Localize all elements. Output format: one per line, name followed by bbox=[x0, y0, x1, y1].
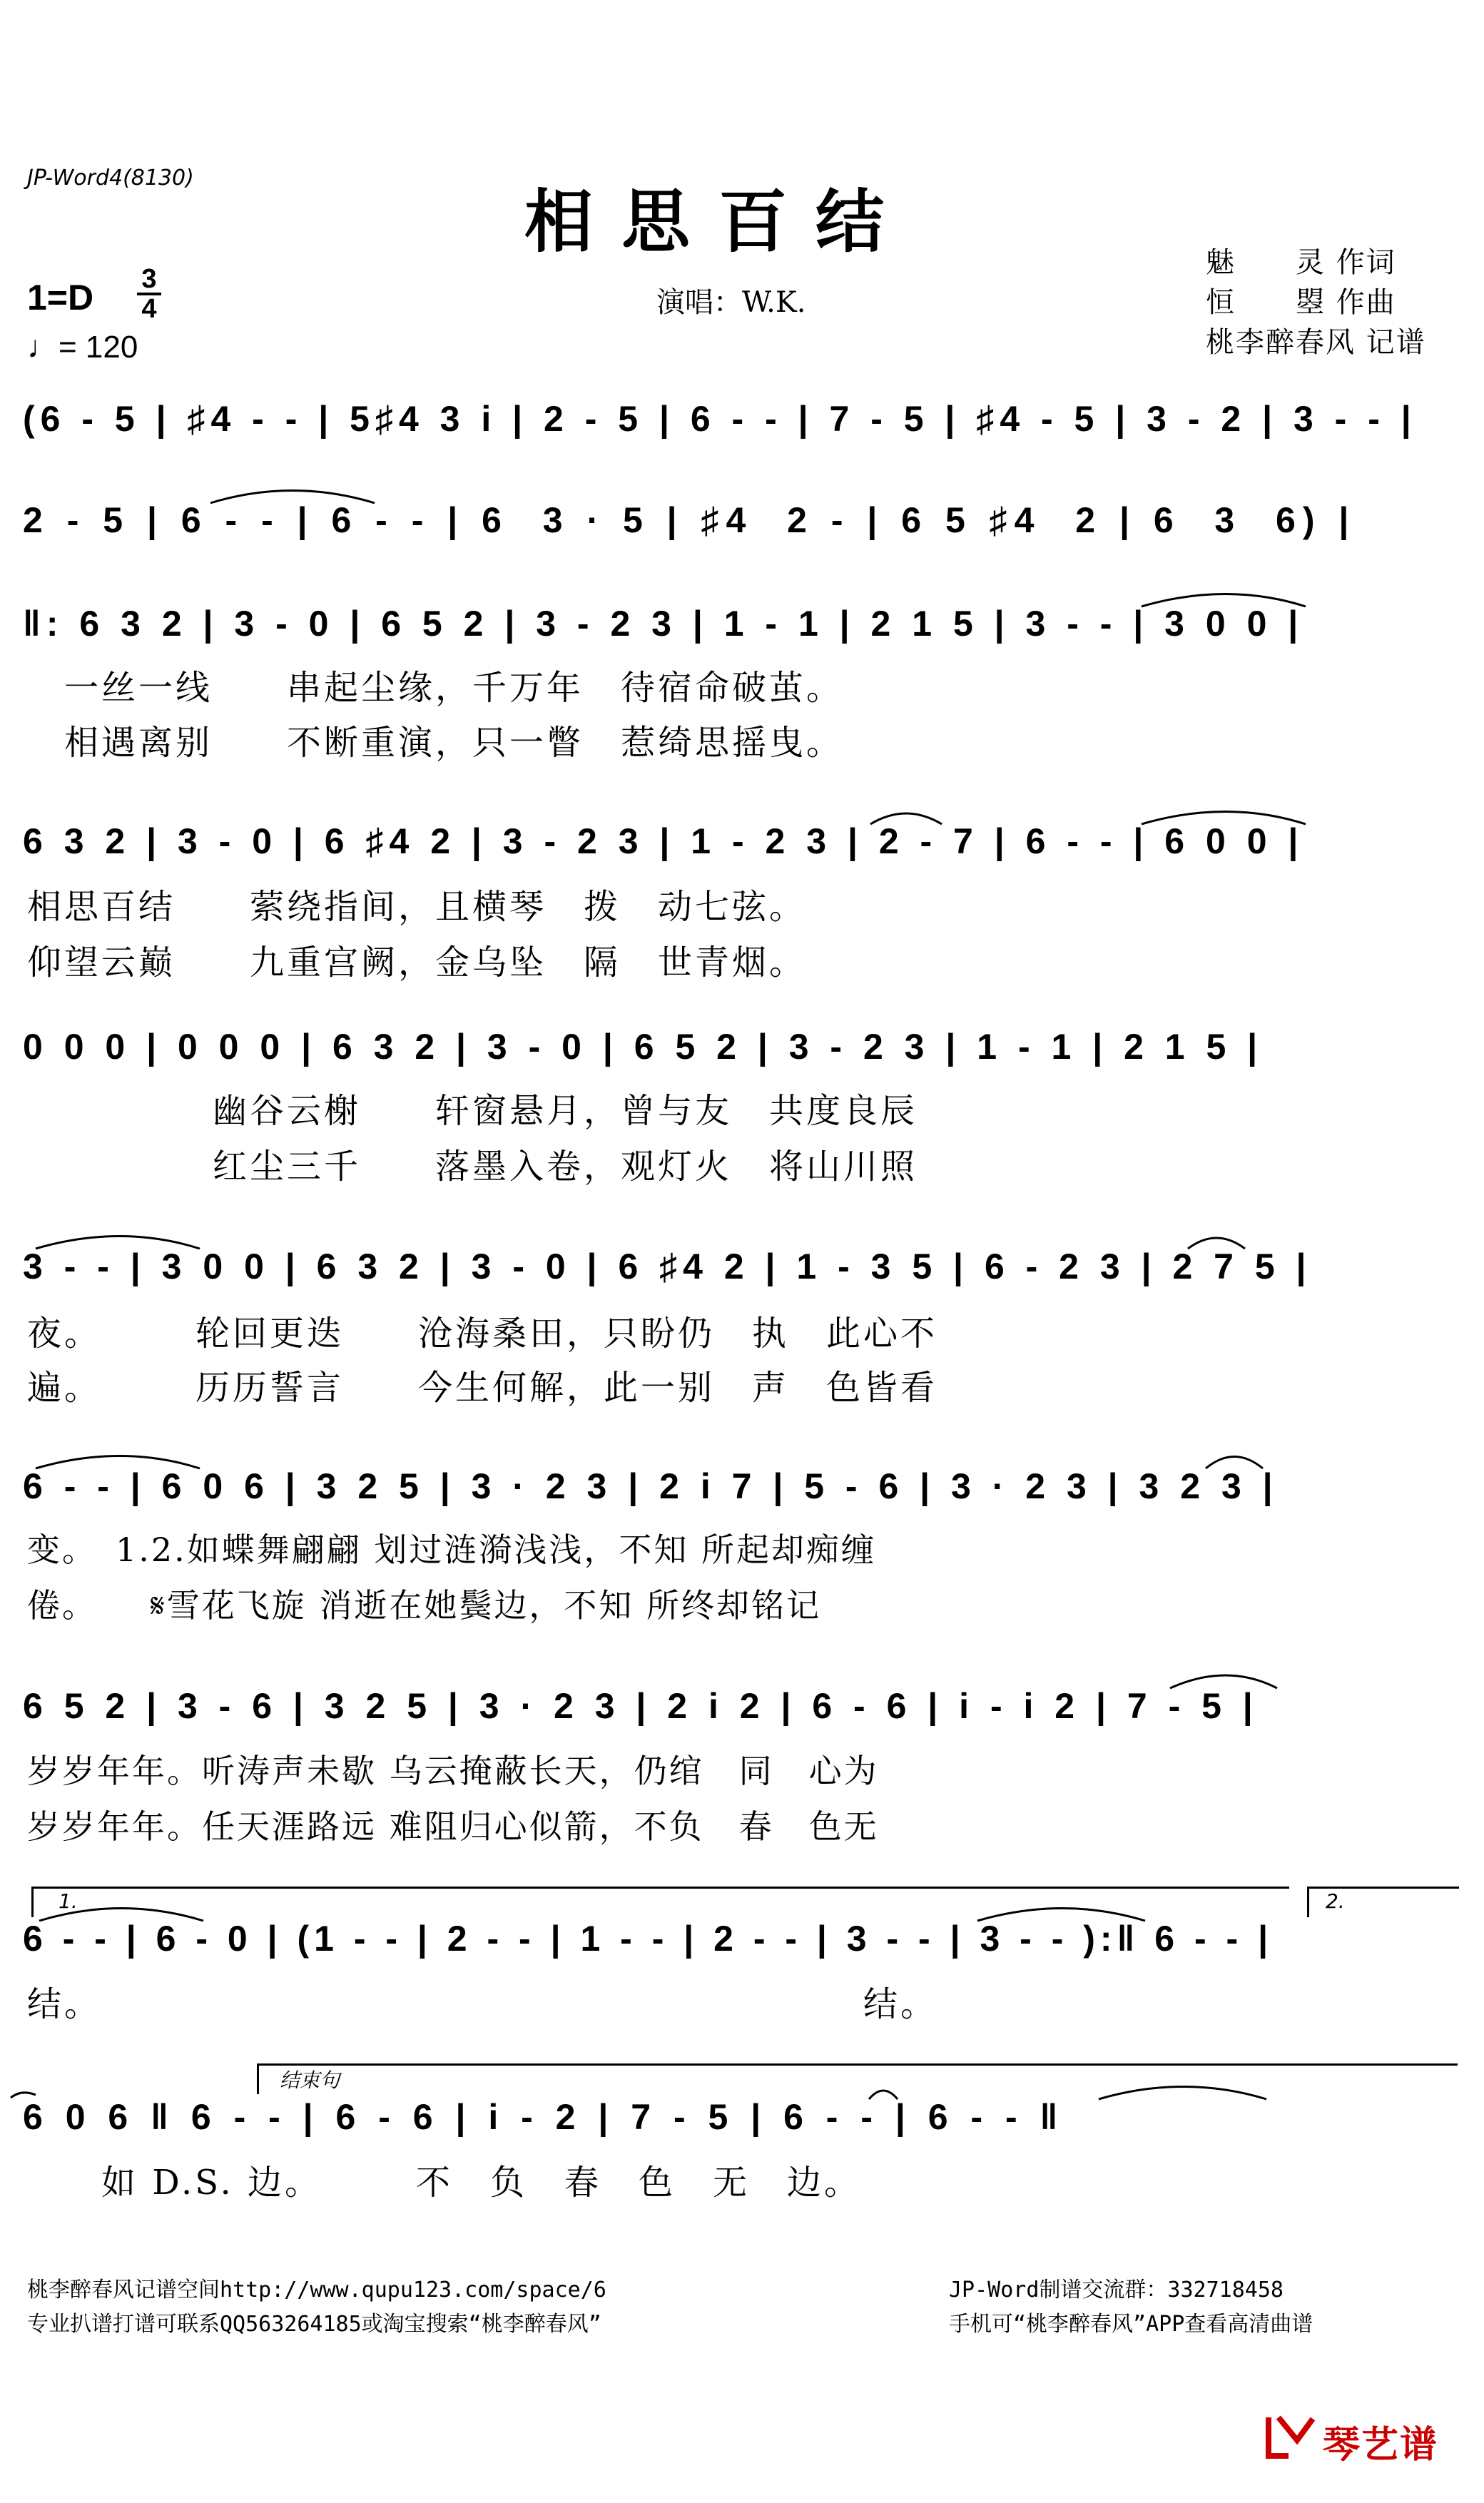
score-row-4: 6 3 2 | 3 - 0 | 6 ♯4 2 | 3 - 2 3 | 1 - 2 3 | 2 - 7 | 6 - - | 6 0 0 | bbox=[23, 821, 1304, 861]
ending-label: 结束句 bbox=[280, 2068, 340, 2092]
fermata-arc bbox=[869, 2091, 898, 2099]
score-row-3: ‖: 6 3 2 | 3 - 0 | 6 5 2 | 3 - 2 3 | 1 - 1 | 2 1 5 | 3 - - | 3 0 0 | bbox=[23, 604, 1304, 644]
transcriber-credit: 桃李醉春风 记谱 bbox=[1206, 326, 1426, 359]
tie-arc bbox=[1206, 1457, 1263, 1469]
score-row-8: 6 5 2 | 3 - 6 | 3 2 5 | 3 · 2 3 | 2 i 2 | 6 - 6 | i - i 2 | 7 - 5 | bbox=[23, 1686, 1259, 1726]
tie-arc bbox=[11, 2093, 36, 2098]
tie-arc bbox=[210, 491, 375, 504]
tie-arc bbox=[36, 1456, 200, 1469]
watermark-text: 琴艺谱 bbox=[1323, 2424, 1439, 2467]
tie-arc bbox=[870, 813, 942, 824]
score-row-2: 2 - 5 | 6 - - | 6 - - | 6 3 · 5 | ♯4 2 - | 6 5 ♯4 2 | 6 3 6) | bbox=[23, 500, 1356, 540]
software-tag: JP-Word4(8130) bbox=[27, 166, 194, 191]
tie-arc bbox=[1142, 594, 1306, 607]
lyric-row-8-verse-2: 岁岁年年。任天涯路远 难阻归心似箭，不负 春 色无 bbox=[27, 1807, 879, 1846]
lyric-row-5-verse-1: 幽谷云榭 轩窗悬月，曾与友 共度良辰 bbox=[27, 1091, 918, 1131]
singer-credit: 演唱：W.K. bbox=[656, 286, 806, 319]
watermark-logo bbox=[1263, 2412, 1448, 2467]
tie-arc bbox=[1188, 1238, 1245, 1249]
lyricist-credit: 魅 灵 作词 bbox=[1206, 246, 1396, 279]
tie-arc bbox=[1267, 1677, 1484, 1689]
footer-left-line-1: 桃李醉春风记谱空间http://www.qupu123.com/space/6 bbox=[27, 2278, 606, 2303]
tie-arc bbox=[1142, 812, 1306, 825]
lyric-row-3-verse-1: 一丝一线 串起尘缘，千万年 待宿命破茧。 bbox=[64, 668, 844, 708]
lyric-row-7-verse-2: 倦。 𝄋雪花飞旋 消逝在她鬓边，不知 所终却铭记 bbox=[27, 1586, 822, 1625]
volta-label-2: 2. bbox=[1326, 1889, 1345, 1913]
time-sig-bottom: 4 bbox=[141, 294, 157, 324]
footer-left-line-2: 专业扒谱打谱可联系QQ563264185或淘宝搜索“桃李醉春风” bbox=[27, 2312, 601, 2337]
tempo-marking: ♩= 120 bbox=[27, 330, 138, 365]
score-row-10: 6 0 6 ‖ 6 - - | 6 - 6 | i - 2 | 7 - 5 | 6 - - | 6 - - ‖ bbox=[23, 2097, 1064, 2137]
logo-mark-icon bbox=[1263, 2412, 1320, 2462]
lyric-row-8-verse-1: 岁岁年年。听涛声未歇 乌云掩蔽长天，仍绾 同 心为 bbox=[27, 1752, 879, 1790]
score-row-9: 6 - - | 6 - 0 | (1 - - | 2 - - | 1 - - | 2 - - | 3 - - | 3 - - ):‖ 6 - - | bbox=[23, 1919, 1274, 1959]
lyric-row-6-verse-1: 夜。 轮回更迭 沧海桑田，只盼仍 执 此心不 bbox=[27, 1314, 938, 1354]
volta-label-1: 1. bbox=[59, 1889, 78, 1913]
tie-arc bbox=[36, 1237, 200, 1249]
lyric-row-4-verse-2: 仰望云巅 九重宫阙，金乌坠 隔 世青烟。 bbox=[27, 943, 807, 983]
score-row-5: 0 0 0 | 0 0 0 | 6 3 2 | 3 - 0 | 6 5 2 | 3 - 2 3 | 1 - 1 | 2 1 5 | bbox=[23, 1027, 1264, 1067]
lyric-row-7-verse-1: 变。 1.2.如蝶舞翩翩 划过涟漪浅浅，不知 所起却痴缠 bbox=[27, 1530, 877, 1569]
tie-arc bbox=[1170, 1675, 1277, 1688]
lyric-row-5-verse-2: 红尘三千 落墨入卷，观灯火 将山川照 bbox=[27, 1147, 918, 1187]
page-title: 相思百结 bbox=[524, 181, 913, 262]
tie-arc bbox=[39, 1909, 203, 1921]
lyric-row-10: 如 D.S. 边。 不 负 春 色 无 边。 bbox=[27, 2163, 861, 2203]
score-row-1: (6 - 5 | ♯4 - - | 5♯4 3 i | 2 - 5 | 6 - - | 7 - 5 | ♯4 - 5 | 3 - 2 | 3 - - | bbox=[23, 399, 1417, 439]
score-row-7: 6 - - | 6 0 6 | 3 2 5 | 3 · 2 3 | 2 i 7 | 5 - 6 | 3 · 2 3 | 3 2 3 | bbox=[23, 1466, 1279, 1506]
lyric-row-9: 结。 结。 bbox=[27, 1984, 938, 2024]
lyric-row-6-verse-2: 遍。 历历誓言 今生何解，此一别 声 色皆看 bbox=[27, 1368, 938, 1408]
lyric-row-3-verse-2: 相遇离别 不断重演，只一瞥 惹绮思摇曳。 bbox=[64, 723, 844, 763]
score-row-6: 3 - - | 3 0 0 | 6 3 2 | 3 - 0 | 6 ♯4 2 | 1 - 3 5 | 6 - 2 3 | 2 7 5 | bbox=[23, 1247, 1312, 1286]
composer-credit: 恒 曌 作曲 bbox=[1206, 286, 1396, 319]
tie-arc bbox=[1099, 2087, 1266, 2100]
footer-right-line-1: JP-Word制谱交流群：332718458 bbox=[949, 2278, 1284, 2303]
time-sig-top: 3 bbox=[141, 264, 157, 294]
key-signature: 1=D bbox=[27, 278, 94, 318]
footer-right-line-2: 手机可“桃李醉春风”APP查看高清曲谱 bbox=[949, 2312, 1313, 2337]
lyric-row-4-verse-1: 相思百结 萦绕指间，且横琴 拨 动七弦。 bbox=[27, 887, 807, 927]
tie-arc bbox=[977, 1909, 1145, 1921]
